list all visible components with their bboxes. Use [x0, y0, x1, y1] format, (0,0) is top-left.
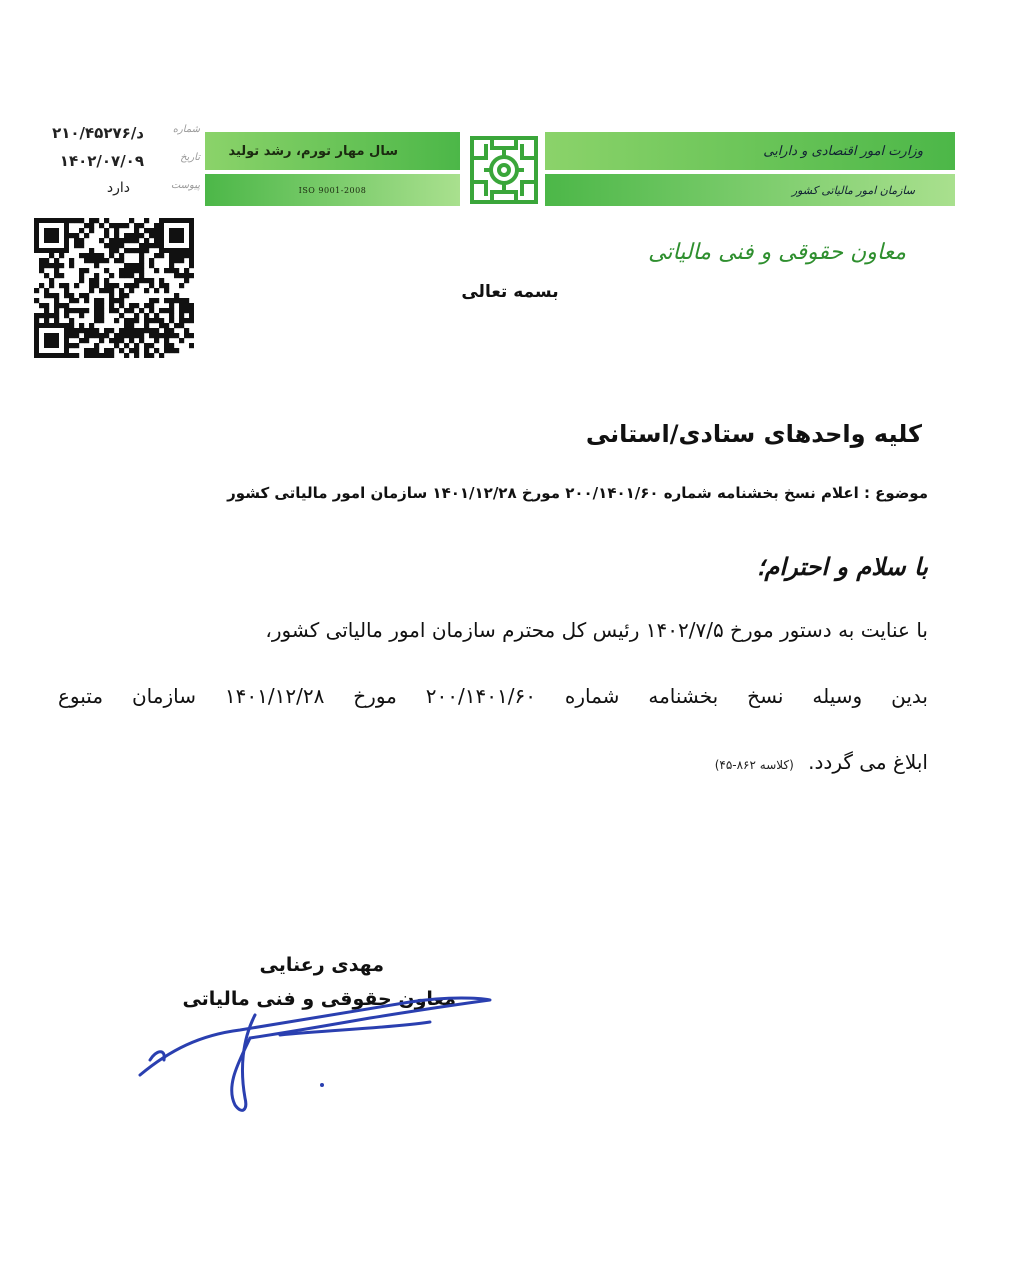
letter-number-value: د/۲۱۰/۴۵۲۷۶	[52, 124, 144, 142]
handwritten-signature-icon	[130, 990, 500, 1120]
department-title: معاون حقوقی و فنی مالیاتی	[648, 240, 906, 265]
iso-certificate: ISO 9001-2008	[298, 185, 367, 195]
tax-organization-logo-icon	[464, 130, 544, 210]
letterhead-band-left	[205, 132, 460, 206]
basmala-heading: بسمه تعالی	[461, 282, 559, 302]
body-line-3	[58, 750, 928, 774]
signatory-title: معاون حقوقی و فنی مالیاتی	[182, 988, 456, 1010]
letter-number-label: شماره	[172, 124, 200, 135]
body-line-1: با عنایت به دستور مورخ ۱۴۰۲/۷/۵ رئیس کل محترم سازمان امور مالیاتی کشور،	[265, 618, 928, 642]
body-line-2: بدین وسیله نسخ بخشنامه شماره ۲۰۰/۱۴۰۱/۶۰ مورخ ۱۴۰۱/۱۲/۲۸ سازمان متبوع	[58, 684, 928, 708]
letter-date-label: تاریخ	[180, 152, 200, 163]
letter-meta	[30, 122, 202, 212]
letter-date-row	[30, 150, 202, 176]
year-slogan: سال مهار تورم، رشد تولید	[228, 143, 398, 159]
ministry-name: وزارت امور اقتصادی و دارایی	[763, 143, 923, 159]
letter-date-value: ۱۴۰۲/۰۷/۰۹	[59, 152, 144, 170]
signatory-name: مهدی رعنایی	[259, 954, 384, 976]
letter-attachment-value: دارد	[106, 180, 130, 196]
qr-code-icon	[34, 218, 194, 358]
recipient-heading: کلیه واحدهای ستادی/استانی	[585, 420, 922, 448]
letter-attachment-label: پیوست	[170, 180, 200, 191]
body-line-3-text: ابلاغ می گردد.	[808, 750, 928, 774]
letter-attachment-row	[30, 178, 202, 204]
subject-line: موضوع : اعلام نسخ بخشنامه شماره ۲۰۰/۱۴۰۱/۶۰ مورخ ۱۴۰۱/۱۲/۲۸ سازمان امور مالیاتی کشور	[227, 484, 928, 502]
letter-number-row	[30, 122, 202, 148]
greeting-text: با سلام و احترام؛	[756, 552, 928, 581]
organization-name: سازمان امور مالیاتی کشور	[791, 183, 915, 197]
letterhead-band-right	[545, 132, 955, 206]
file-reference: (کلاسه ۸۶۲-۴۵)	[714, 758, 794, 772]
